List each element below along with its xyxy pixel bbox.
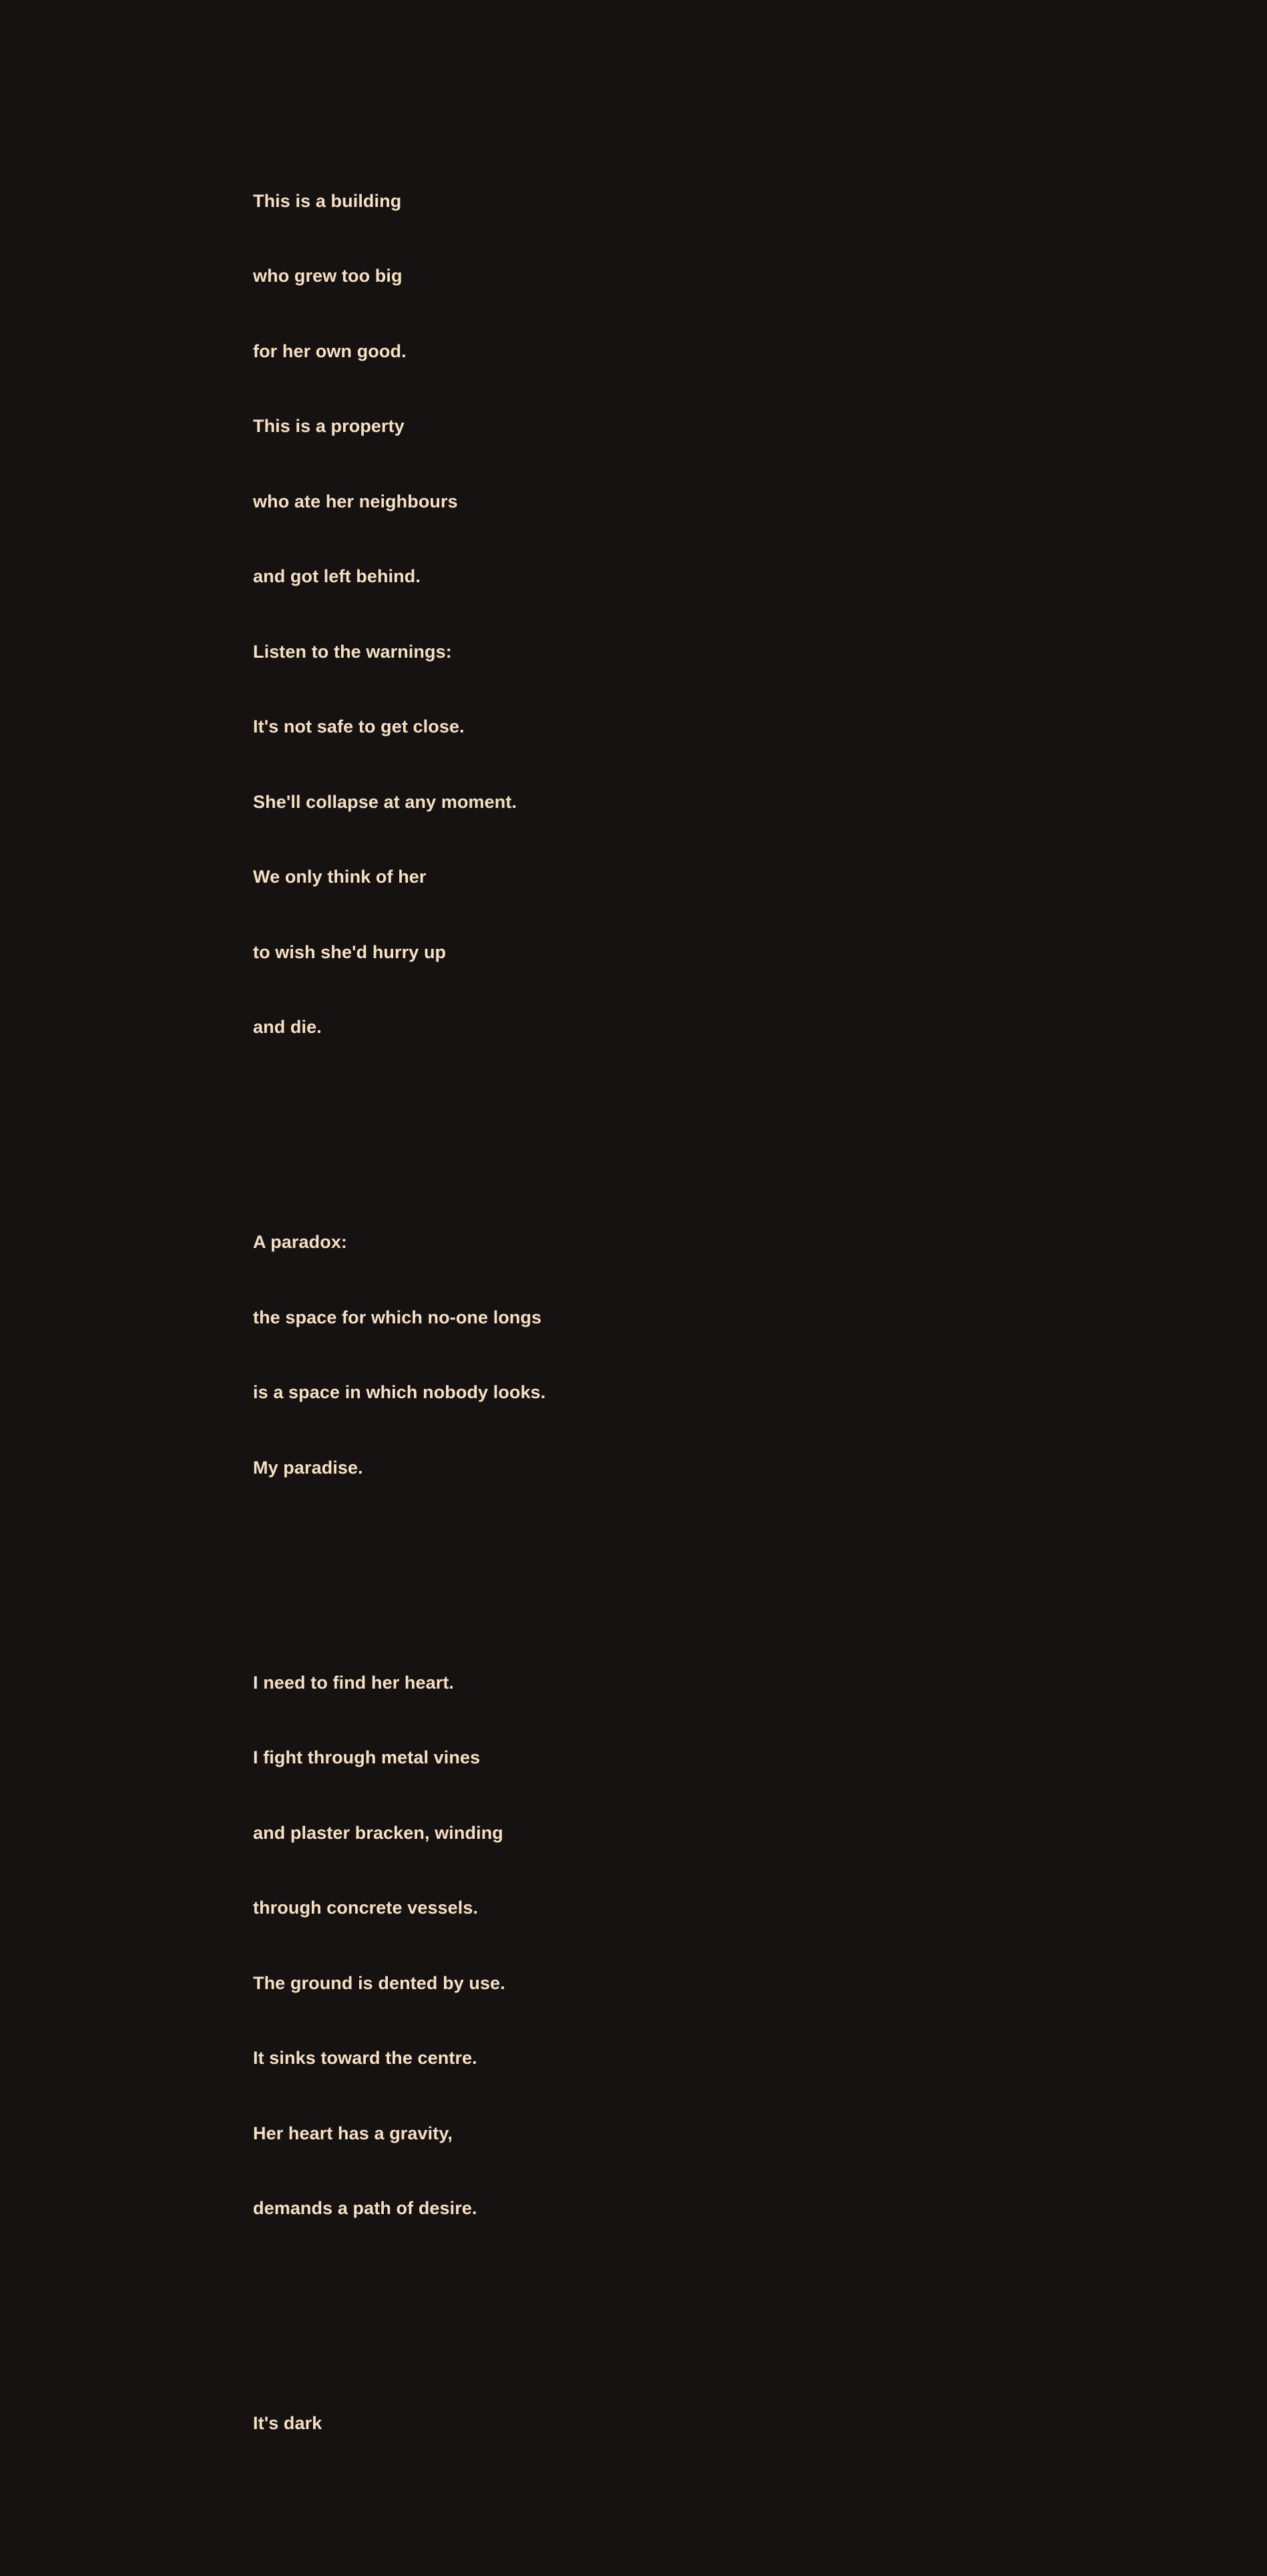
poem xyxy=(253,63,545,2576)
poem-line: through concrete vessels. xyxy=(253,1898,479,1918)
poem-line: the space for which no-one longs xyxy=(253,1307,542,1327)
poem-line: is a space in which nobody looks. xyxy=(253,1382,546,1402)
poem-line: The ground is dented by use. xyxy=(253,1972,505,1993)
poem-line: and got left behind. xyxy=(253,566,421,586)
poem-line: to wish she'd hurry up xyxy=(253,941,447,962)
poem-line: who ate her neighbours xyxy=(253,491,458,511)
poem-line: This is a building xyxy=(253,190,402,211)
poem-line: My paradise. xyxy=(253,1457,363,1478)
poem-stanza-1 xyxy=(253,139,545,1090)
poem-line: I fight through metal vines xyxy=(253,1747,481,1767)
poem-stanza-4 xyxy=(253,2361,545,2487)
poem-stanza-3 xyxy=(253,1621,545,2272)
poem-line: It's not safe to get close. xyxy=(253,716,465,736)
poem-line: It sinks toward the centre. xyxy=(253,2048,477,2068)
poem-line: I need to find her heart. xyxy=(253,1672,455,1693)
poem-stanza-2 xyxy=(253,1180,545,1530)
poem-line: and plaster bracken, winding xyxy=(253,1822,503,1843)
poem-line: A paradox: xyxy=(253,1232,348,1252)
poem-line: who grew too big xyxy=(253,266,403,286)
poem-line-clipped: It's dark xyxy=(253,2413,322,2433)
poem-line: and die. xyxy=(253,1017,322,1037)
poem-line: Listen to the warnings: xyxy=(253,641,452,662)
poem-line: demands a path of desire. xyxy=(253,2198,477,2218)
poem-line: for her own good. xyxy=(253,341,407,361)
poem-line: We only think of her xyxy=(253,867,427,887)
poem-line: This is a property xyxy=(253,416,405,436)
poem-line: Her heart has a gravity, xyxy=(253,2123,453,2143)
poem-line: She'll collapse at any moment. xyxy=(253,791,517,812)
